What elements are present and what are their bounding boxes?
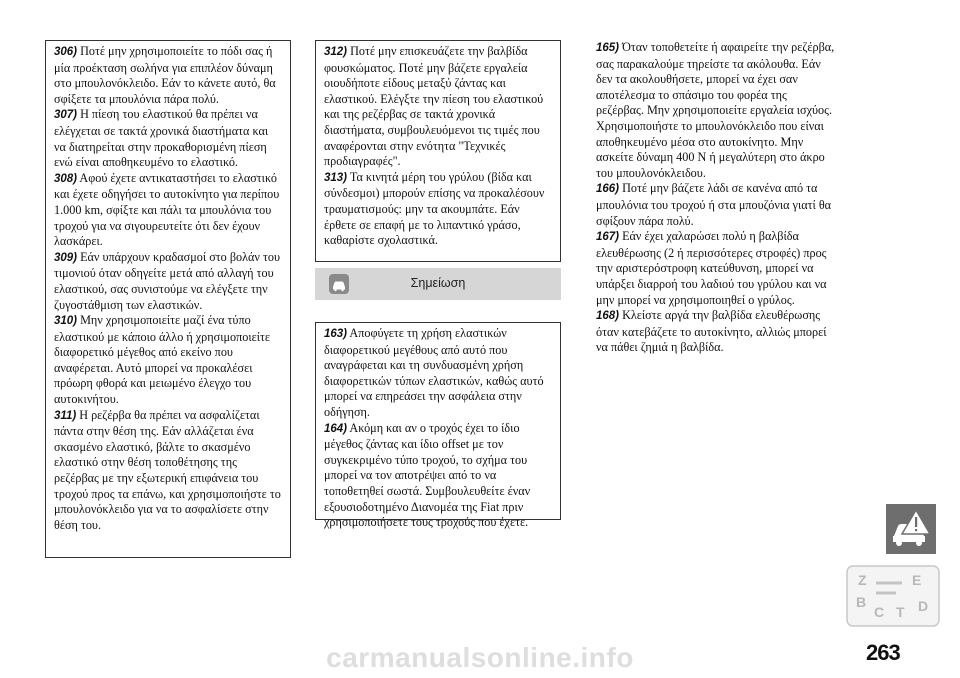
badge-letter-e: E: [912, 572, 922, 588]
paragraph-165: 165) Όταν τοποθετείτε ή αφαιρείτε την ρεζέρβα, σας παρακαλούμε τηρείστε τα ακόλουθα. Εάν δεν τα ακολουθήσετε, μπορεί να έχει σαν αποτέλεσμα το σπάσιμο του φορέα της ρεζέρβας. Μην χρησιμοποιείτε εργαλεία ισχύος. Χρησιμοποιήστε το μπουλονόκλειδο που είναι αποθηκευμένο μέσα στο αυτοκίνητο. Μην ασκείτε δύναμη 400 N ή μεγαλύτερη στο άκρο του μπουλονόκλειδου.: [596, 40, 835, 180]
page-number: 263: [866, 640, 900, 665]
paragraph-168: 168) Κλείστε αργά την βαλβίδα ελευθέρωσης όταν κατεβάζετε το αυτοκίνητο, αλλιώς μπορεί να πάθει ζημιά η βαλβίδα.: [596, 308, 827, 355]
note-column-3: [590, 40, 836, 356]
badge-letter-c: C: [874, 604, 885, 620]
paragraph-312: 312) Ποτέ μην επισκευάζετε την βαλβίδα φουσκώματος. Ποτέ μην βάζετε εργαλεία οιουδήποτε είδους μεταξύ ζάντας και ελαστικού. Ελέγξτε την πίεση του ελαστικού και της ρεζέρβας σε τακτά χρονικά διαστήματα, συμβουλευόμενοι τις τιμές που αναφέρονται στην ενότητα "Τεχνικές προδιαγραφές".: [324, 44, 544, 169]
paragraph-306: 306) Ποτέ μην χρησιμοποιείτε το πόδι σας ή μία προέκταση σωλήνα για επιπλέον δύναμη στο μπουλονόκλειδο. Εάν το κάνετε αυτό, θα σφίξετε τα μπουλόνια πάρα πολύ.: [54, 44, 276, 106]
paragraph-164: 164) Ακόμη και αν ο τροχός έχει το ίδιο μέγεθος ζάντας και ίδιο offset με τον συγκεκριμένο τύπο τροχού, το σχήμα του μπορεί να τον αποτρέψει από το να τοποθετηθεί σωστά. Συμβουλευθείτε έναν εξουσιοδοτημένο Διανομέα της Fiat πριν χρησιμοποιήσετε τους τροχούς που έχετε.: [324, 420, 531, 530]
paragraph-309: 309) Εάν υπάρχουν κραδασμοί στο βολάν του τιμονιού όταν οδηγείτε μετά από αλλαγή του ελαστικού, σας συνιστούμε να ελέγξετε την ζυγοστάθμιση των ελαστικών.: [54, 249, 280, 312]
note-header: [315, 268, 561, 300]
warnings-column-2: [315, 40, 561, 262]
badge-letter-b: B: [856, 594, 867, 610]
badge-letter-d: D: [918, 598, 929, 614]
badge-letter-z: Z: [858, 572, 867, 588]
paragraph-307: 307) Η πίεση του ελαστικού θα πρέπει να ελέγχεται σε τακτά χρονικά διαστήματα και να διατηρείται στην προκαθορισμένη πίεση ενώ είναι αποθηκευμένο το ελαστικό.: [54, 107, 269, 170]
warnings-column-1: [45, 40, 291, 558]
paragraph-166: 166) Ποτέ μην βάζετε λάδι σε κανένα από τα μπουλόνια του τροχού ή στα μπουζόνια γιατί θα σφίξουν πάρα πολύ.: [596, 181, 832, 228]
paragraph-313: 313) Τα κινητά μέρη του γρύλου (βίδα και σύνδεσμοι) μπορούν επίσης να προκαλέσουν τραυματισμούς: μην τα ακουμπάτε. Εάν έρθετε σε επαφή με το λιπαντικό γράσο, καθαρίστε σχολαστικά.: [324, 169, 545, 248]
paragraph-163: 163) Αποφύγετε τη χρήση ελαστικών διαφορετικού μεγέθους από αυτό που αναγράφεται και τη συνδυασμένη χρήση διαφορετικών τύπων ελαστικών, καθώς αυτό μπορεί να επηρεάσει την ασφάλεια στην οδήγηση.: [324, 326, 544, 419]
watermark: carmanualsonline.info: [326, 642, 634, 673]
paragraph-310: 310) Μην χρησιμοποιείτε μαζί ένα τύπο ελαστικού με κάποιο άλλο ή χρησιμοποιείτε διαφορετικό μέγεθος από εκείνο που αναφέρεται. Αυτό μπορεί να προκαλέσει πρόωρη φθορά και μειωμένο έλεγχο του αυτοκινήτου.: [54, 313, 271, 407]
note-body: [315, 322, 561, 530]
note-title: Σημείωση: [410, 276, 466, 290]
paragraph-167: 167) Εάν έχει χαλαρώσει πολύ η βαλβίδα ελευθέρωσης (2 ή περισσότερες στροφές) προς την αριστερόστροφη κατεύθυνση, μπορεί να υπάρξει διαρροή του λαδιού του γρύλου και να μην μπορεί να χρησιμοποιηθεί ο γρύλος.: [596, 229, 827, 307]
paragraph-311: 311) Η ρεζέρβα θα πρέπει να ασφαλίζεται πάντα στην θέση της. Εάν αλλάζεται ένα σκασμένο ελαστικό, βάλτε το σκασμένο ελαστικό στην θέση τοποθέτησης της ρεζέρβας με την εξωτερική επιφάνεια του τροχού προς τα επάνω, και χρησιμοποιήστε το μπουλονόκλειδο για να το ασφαλίσετε στην θέση του.: [54, 407, 281, 532]
section-index-badge: [846, 565, 940, 627]
car-warning-icon: [886, 504, 936, 554]
badge-letter-t: T: [896, 604, 905, 620]
paragraph-308: 308) Αφού έχετε αντικαταστήσει το ελαστικό και έχετε οδηγήσει το αυτοκίνητο για περίπου 1.000 km, σφίξτε και πάλι τα μπουλόνια του τροχού για να σιγουρευτείτε ότι δεν έχουν λασκάρει.: [54, 170, 280, 249]
